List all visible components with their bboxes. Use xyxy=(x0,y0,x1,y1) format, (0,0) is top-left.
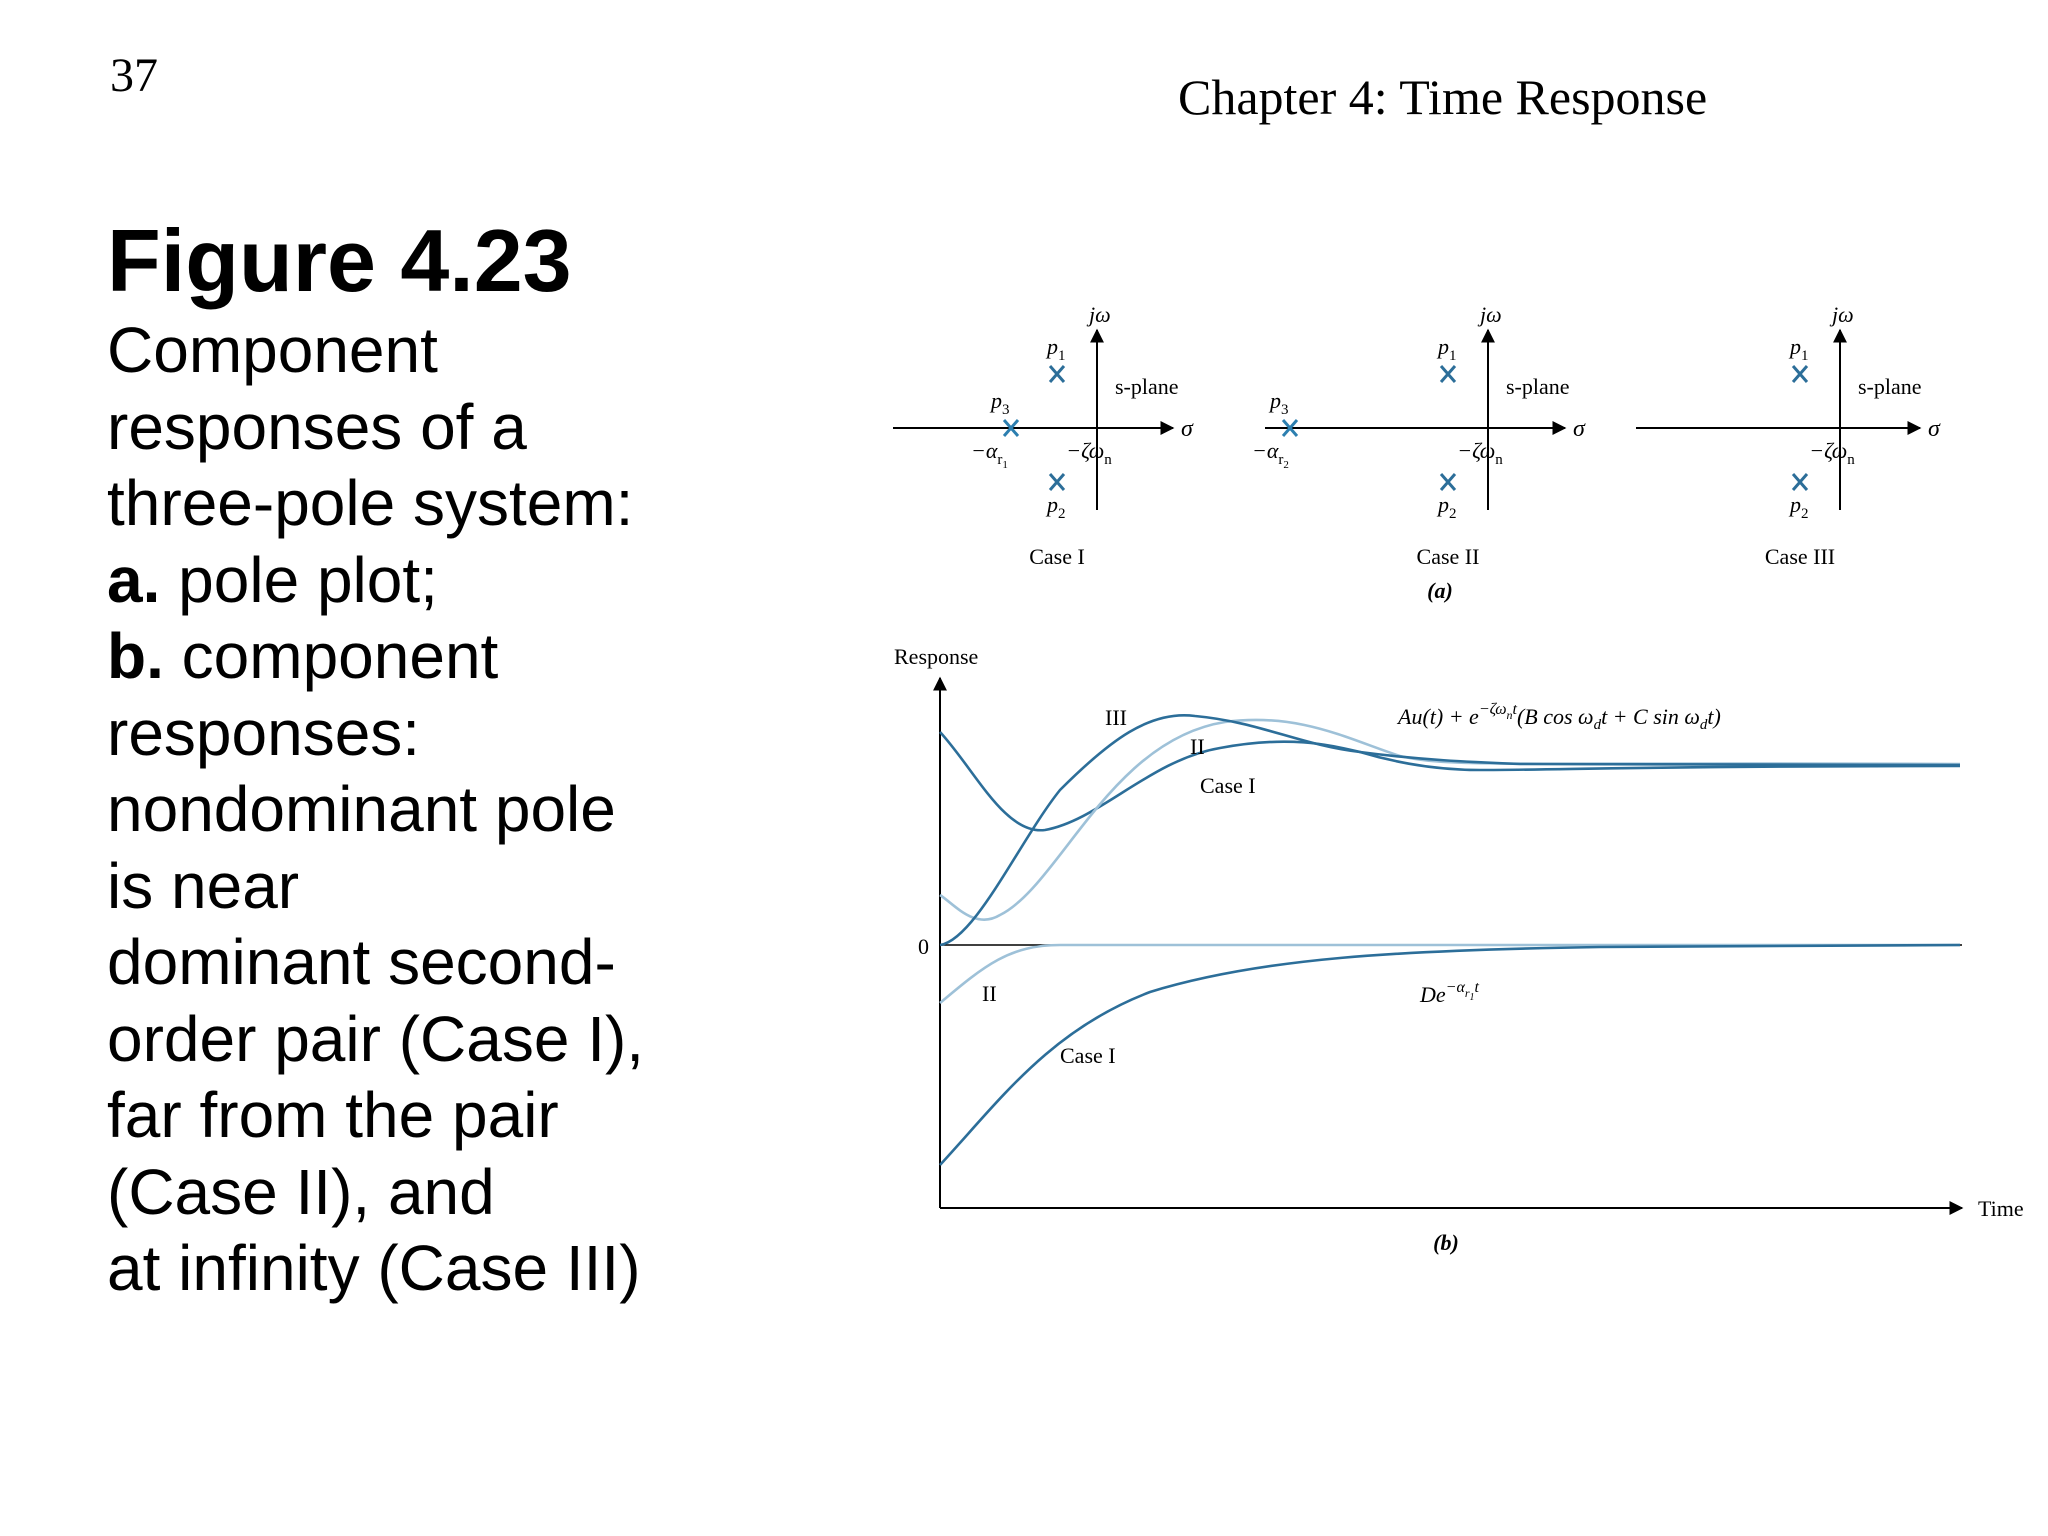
s-plane-label: s-plane xyxy=(1506,374,1570,399)
caption-line-text: pole plot; xyxy=(160,543,438,616)
pole-plot-case-2 xyxy=(1252,302,1586,569)
curve-case-i-total xyxy=(940,732,1960,830)
pole-p1 xyxy=(1441,366,1455,382)
caption-line-text: nondominant pole xyxy=(107,773,616,845)
caption-line-text: at infinity (Case III) xyxy=(107,1232,641,1304)
s-plane-label: s-plane xyxy=(1115,374,1179,399)
response-plot xyxy=(894,644,2024,1221)
p1-label: $p_1$ xyxy=(1438,334,1457,364)
case-label: Case I xyxy=(1029,544,1085,569)
label-ii-lower: II xyxy=(982,981,997,1006)
chapter-header: Chapter 4: Time Response xyxy=(1178,69,1708,125)
equation-oscillatory: $Au(t) + e^{-\zeta\omega}_n^t(B$ $\cos \omega_dt + C$ $\sin \omega_dt$) xyxy=(1398,701,1721,733)
p3-label: $p_3$ xyxy=(1270,388,1289,418)
case-label: Case II xyxy=(1416,544,1480,569)
caption-part-label: a. xyxy=(107,543,161,616)
zeta-omega-label: $-\zeta\omega_n$ xyxy=(1457,438,1503,468)
zeta-omega-label: $-\zeta\omega_n$ xyxy=(1809,438,1855,468)
alpha-label: $-\alpha_r1$ xyxy=(971,438,1008,471)
pole-plots xyxy=(893,302,1941,569)
curve-case-ii-total xyxy=(940,720,1960,920)
p1-label: $p_1$ xyxy=(1047,334,1066,364)
caption-line-text: (Case II), and xyxy=(107,1155,495,1228)
s-plane-label: s-plane xyxy=(1858,374,1922,399)
sublabel-a: (a) xyxy=(1427,578,1453,603)
sigma-label: σ xyxy=(1928,416,1940,442)
p2-label: $p_2$ xyxy=(1790,492,1809,522)
sigma-label: σ xyxy=(1573,416,1585,442)
p3-label: $p_3$ xyxy=(991,388,1010,418)
sigma-label: σ xyxy=(1181,416,1193,442)
pole-p2 xyxy=(1793,474,1807,490)
caption-line-text: is near xyxy=(107,849,300,922)
response-y-label: Response xyxy=(894,644,979,669)
zeta-omega-label: $-\zeta\omega_n$ xyxy=(1066,438,1112,468)
label-case-i-lower: Case I xyxy=(1060,1043,1116,1068)
jw-label: jω xyxy=(1089,302,1111,327)
pole-p1 xyxy=(1793,366,1807,382)
jw-label: jω xyxy=(1480,302,1502,327)
pole-plot-case-1 xyxy=(893,302,1194,569)
label-ii-upper: II xyxy=(1190,734,1205,759)
caption-line-text: component xyxy=(163,620,499,692)
time-label: Time xyxy=(1978,1196,2024,1221)
curve-case-iii-total xyxy=(940,715,1960,945)
pole-p2 xyxy=(1050,474,1064,490)
caption-line-text: dominant second- xyxy=(107,926,616,998)
pole-p2 xyxy=(1441,474,1455,490)
label-iii: III xyxy=(1105,705,1127,730)
caption-line-text: Component xyxy=(107,314,438,386)
label-case-i-upper: Case I xyxy=(1200,773,1256,798)
p1-label: $p_1$ xyxy=(1790,334,1809,364)
p2-label: $p_2$ xyxy=(1438,492,1457,522)
equation-exponential: $De^{-\alpha}_r1^t$ xyxy=(1420,979,1479,1007)
jw-label: jω xyxy=(1832,302,1854,327)
zero-label: 0 xyxy=(918,934,929,959)
figure-label: Figure 4.23 xyxy=(107,211,572,310)
caption-line-text: far from the pair xyxy=(107,1079,559,1151)
sublabel-b: (b) xyxy=(1433,1230,1459,1255)
caption-line-text: responses of a xyxy=(107,390,527,463)
caption-part-label: b. xyxy=(107,620,164,692)
caption-line-text: three-pole system: xyxy=(107,467,634,539)
page-number: 37 xyxy=(110,49,158,102)
pole-plot-case-3 xyxy=(1636,302,1941,569)
alpha-label: $-\alpha_r2$ xyxy=(1252,438,1289,471)
caption-line-text: order pair (Case I), xyxy=(107,1002,645,1075)
pole-p1 xyxy=(1050,366,1064,382)
p2-label: $p_2$ xyxy=(1047,492,1066,522)
caption-line-text: responses: xyxy=(107,696,421,769)
case-label: Case III xyxy=(1764,544,1836,569)
